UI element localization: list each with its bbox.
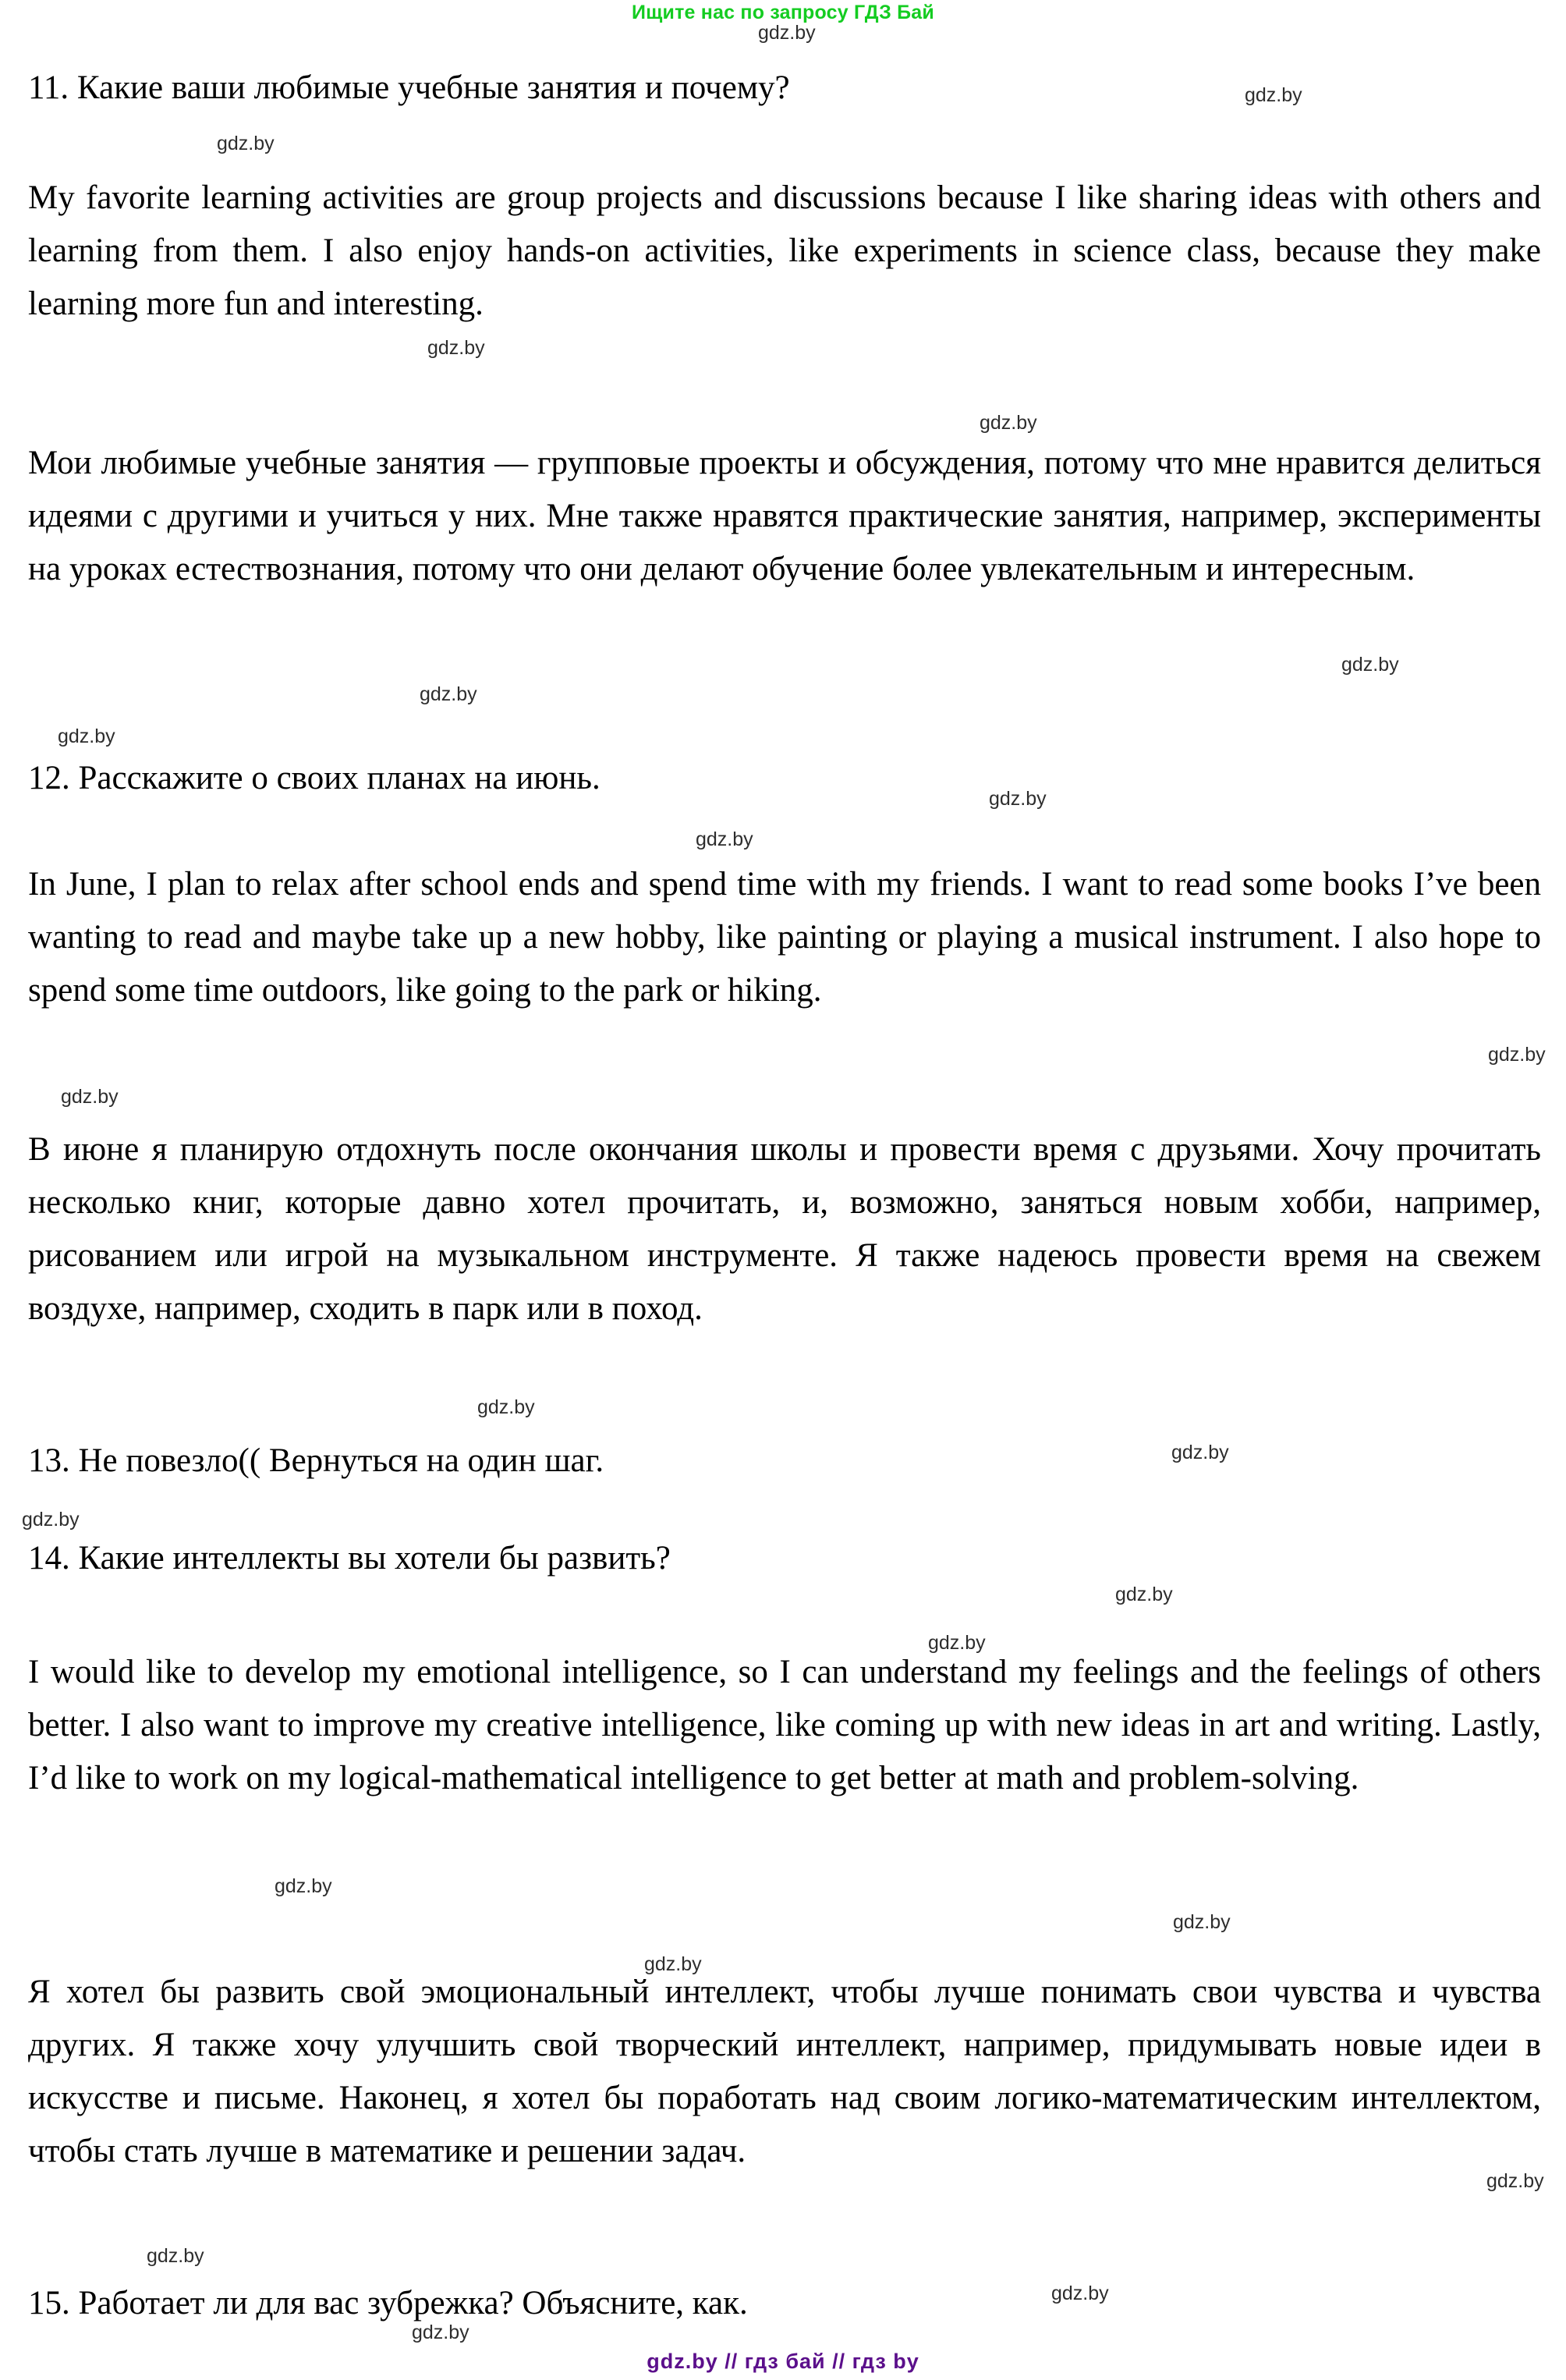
watermark-gdz: gdz.by	[420, 683, 477, 705]
answer-en-14: I would like to develop my emotional intelligence, so I can understand my feelings and the feelings of others better. I also want to improve my creative intelligence, like coming up with new ideas in art and writing. Lastly, I’d like to work on my logical-mathematical intelligence to get better at math and problem-solving.	[28, 1654, 1541, 1797]
watermark-gdz: gdz.by	[644, 1953, 702, 1975]
watermark-gdz: gdz.by	[477, 1396, 535, 1418]
question-heading-12: 12. Расскажите о своих планах на июнь.	[28, 760, 601, 796]
watermark-gdz: gdz.by	[412, 2321, 469, 2343]
watermark-gdz: gdz.by	[22, 1509, 80, 1531]
watermark-gdz: gdz.by	[217, 133, 275, 154]
footer-links[interactable]: gdz.by // гдз бай // гдз by	[647, 2350, 919, 2373]
question-heading-14: 14. Какие интеллекты вы хотели бы развить?	[28, 1540, 671, 1577]
watermark-gdz: gdz.by	[1488, 1044, 1546, 1066]
question-heading-13: 13. Не повезло(( Вернуться на один шаг.	[28, 1442, 604, 1479]
answer-ru-14: Я хотел бы развить свой эмоциональный интеллект, чтобы лучше понимать свои чувства и чувства других. Я также хочу улучшить свой творческий интеллект, например, придумывать новые идеи в искусстве и письме. Наконец, я хотел бы поработать над своим логико-математическим интеллектом, чтобы стать лучше в математике и решении задач.	[28, 1974, 1541, 2169]
watermark-gdz: gdz.by	[989, 788, 1047, 810]
watermark-gdz: gdz.by	[1051, 2282, 1109, 2304]
question-heading-15: 15. Работает ли для вас зубрежка? Объясните, как.	[28, 2285, 748, 2321]
watermark-gdz: gdz.by	[427, 337, 485, 359]
watermark-gdz: gdz.by	[1171, 1442, 1229, 1463]
watermark-gdz: gdz.by	[1115, 1584, 1173, 1605]
watermark-gdz: gdz.by	[696, 828, 753, 850]
watermark-gdz: gdz.by	[1341, 654, 1399, 676]
watermark-gdz: gdz.by	[147, 2245, 204, 2267]
answer-en-11: My favorite learning activities are group projects and discussions because I like sharing ideas with others and learning from them. I also enjoy hands-on activities, like experiments in science class, because they make learning more fun and interesting.	[28, 179, 1541, 322]
watermark-gdz: gdz.by	[980, 412, 1037, 434]
watermark-gdz: gdz.by	[58, 725, 115, 747]
watermark-gdz: gdz.by	[758, 22, 816, 44]
watermark-gdz: gdz.by	[61, 1086, 119, 1108]
promo-banner: Ищите нас по запросу ГДЗ Бай	[632, 2, 934, 23]
answer-en-12: In June, I plan to relax after school ends and spend time with my friends. I want to read some books I’ve been wanting to read and maybe take up a new hobby, like painting or playing a musical instrument. I also hope to spend some time outdoors, like going to the park or hiking.	[28, 866, 1541, 1009]
watermark-gdz: gdz.by	[1486, 2170, 1544, 2192]
watermark-gdz: gdz.by	[275, 1875, 332, 1897]
answer-ru-11: Мои любимые учебные занятия — групповые проекты и обсуждения, потому что мне нравится делиться идеями с другими и учиться у них. Мне также нравятся практические занятия, например, эксперименты на уроках естествознания, потому что они делают обучение более увлекательным и интересным.	[28, 445, 1541, 587]
watermark-gdz: gdz.by	[1173, 1911, 1231, 1933]
watermark-gdz: gdz.by	[1245, 84, 1302, 106]
answer-ru-12: В июне я планирую отдохнуть после окончания школы и провести время с друзьями. Хочу прочитать несколько книг, которые давно хотел прочитать, и, возможно, заняться новым хобби, например, рисованием или игрой на музыкальном инструменте. Я также надеюсь провести время на свежем воздухе, например, сходить в парк или в поход.	[28, 1131, 1541, 1327]
question-heading-11: 11. Какие ваши любимые учебные занятия и почему?	[28, 69, 790, 106]
watermark-gdz: gdz.by	[928, 1632, 986, 1654]
